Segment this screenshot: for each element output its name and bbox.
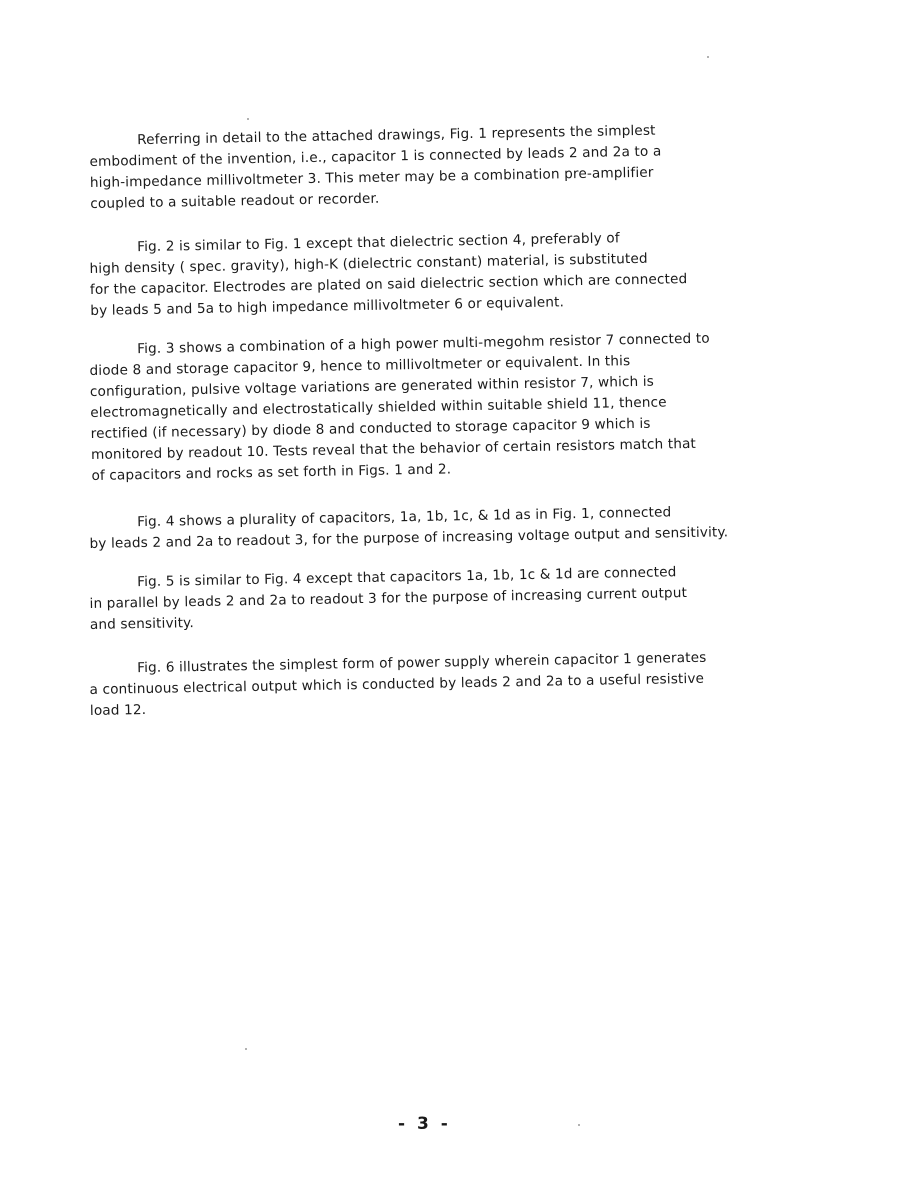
paragraph-line: Fig. 4 shows a plurality of capacitors, 1a, 1b, 1c, & 1d as in Fig. 1, connected (137, 504, 672, 531)
paragraph-line: Fig. 2 is similar to Fig. 1 except that dielectric section 4, preferably of (137, 230, 620, 256)
paragraph-fig-1 (89, 118, 790, 215)
paragraph-line: electromagnetically and electrostatically shielded within suitable shield 11, thence (90, 394, 667, 421)
paragraph-fig-2 (89, 225, 790, 322)
paragraph-line: by leads 5 and 5a to high impedance millivoltmeter 6 or equivalent. (90, 294, 565, 319)
paragraph-line: monitored by readout 10. Tests reveal that the behavior of certain resistors match that (90, 435, 697, 463)
scan-speck (578, 1124, 580, 1126)
paragraph-line: by leads 2 and 2a to readout 3, for the purpose of increasing voltage output and sensitivity. (89, 524, 729, 552)
paragraph-line: for the capacitor. Electrodes are plated on said dielectric section which are connected (89, 271, 688, 298)
paragraph-line: and sensitivity. (89, 615, 194, 633)
paragraph-line: Fig. 6 illustrates the simplest form of power supply wherein capacitor 1 generates (137, 649, 707, 677)
scan-speck (707, 56, 709, 58)
paragraph-line: Fig. 3 shows a combination of a high power multi-megohm resistor 7 connected to (137, 330, 710, 358)
paragraph-fig-4 (89, 500, 790, 555)
paragraph-line: a continuous electrical output which is conducted by leads 2 and 2a to a useful resistive (89, 670, 705, 698)
paragraph-fig-6 (89, 646, 790, 722)
scan-speck (245, 1048, 247, 1050)
paragraph-line: diode 8 and storage capacitor 9, hence to millivoltmeter or equivalent. In this (89, 353, 631, 379)
page-number: - 3 - (398, 1114, 451, 1134)
paragraph-line: coupled to a suitable readout or recorder. (90, 190, 380, 212)
paragraph-line: of capacitors and rocks as set forth in Figs. 1 and 2. (91, 461, 452, 484)
paragraph-line: load 12. (89, 701, 147, 719)
paragraph-line: Referring in detail to the attached drawings, Fig. 1 represents the simplest (137, 122, 656, 149)
paragraph-line: high density ( spec. gravity), high-K (dielectric constant) material, is substituted (89, 250, 648, 277)
paragraph-line: configuration, pulsive voltage variations are generated within resistor 7, which is (89, 373, 655, 400)
paragraph-line: Fig. 5 is similar to Fig. 4 except that capacitors 1a, 1b, 1c & 1d are connected (137, 564, 677, 591)
paragraph-fig-3 (89, 327, 792, 487)
paragraph-line: rectified (if necessary) by diode 8 and conducted to storage capacitor 9 which is (90, 415, 651, 442)
paragraph-line: in parallel by leads 2 and 2a to readout 3 for the purpose of increasing current output (89, 585, 688, 612)
paragraph-fig-5 (89, 560, 790, 636)
scan-speck (247, 118, 249, 120)
paragraph-line: embodiment of the invention, i.e., capacitor 1 is connected by leads 2 and 2a to a (89, 143, 662, 170)
paragraph-line: high-impedance millivoltmeter 3. This meter may be a combination pre-amplifier (89, 164, 654, 191)
